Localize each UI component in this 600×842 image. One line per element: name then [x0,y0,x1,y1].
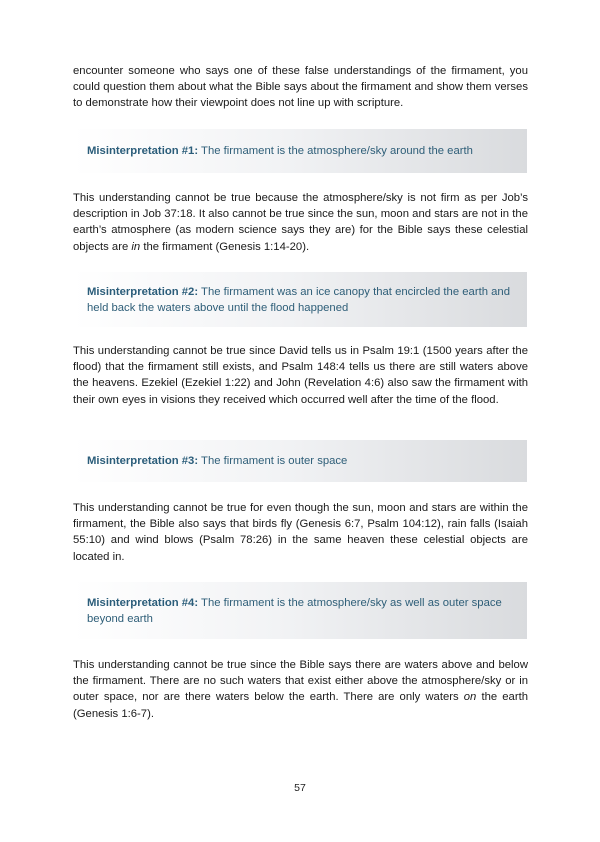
misinterpretation-4-statement: The firmament is the atmosphere/sky as well as outer space beyond earth [87,596,502,625]
misinterpretation-1-label: Misinterpretation #1: [87,145,199,157]
section-2-text-a: This understanding cannot be true since David tells us in Psalm 19:1 (1500 years after the flood) that the firmament still exists, and Psalm 148:4 tells us there are still waters above the heavens. Ezekiel (Ezekiel 1:22) and John (Revelation 4:6) also saw the firmament with their own eyes in visions they received which occurred well after the time of the flood. [73,345,528,406]
page-number: 57 [294,782,306,794]
misinterpretation-4-text [87,595,513,627]
section-3-paragraph [73,500,528,565]
section-4-paragraph [73,657,528,722]
section-1-emphasis: in [131,240,141,253]
misinterpretation-4-box [73,582,527,639]
section-1-paragraph [73,190,528,255]
misinterpretation-1-box [73,129,527,173]
section-2-paragraph [73,343,528,408]
misinterpretation-3-label: Misinterpretation #3: [87,455,199,467]
section-1-text-b: the firmament (Genesis 1:14-20). [140,240,310,253]
misinterpretation-2-box [73,272,527,327]
misinterpretation-2-statement: The firmament was an ice canopy that encircled the earth and held back the waters above until the flood happened [87,285,510,314]
misinterpretation-2-label: Misinterpretation #2: [87,285,199,298]
section-4-text-b: the earth (Genesis 1:6-7). [73,691,528,720]
misinterpretation-1-statement: The firmament is the atmosphere/sky around the earth [201,145,473,157]
intro-paragraph: encounter someone who says one of these false understandings of the firmament, you could question them about what the Bible says about the firmament and show them verses to demonstrate how their viewpoint does not line up with scripture. [73,65,528,110]
misinterpretation-3-text [87,453,347,469]
section-4-emphasis: on [463,691,477,704]
section-1-text-a: This understanding cannot be true because the atmosphere/sky is not firm as per Job’s description in Job 37:18. It also cannot be true since the sun, moon and stars are not in the earth’s atmosphere (as modern science says they are) for the Bible says these celestial objects are [73,192,528,253]
section-3-text-a: This understanding cannot be true for even though the sun, moon and stars are within the firmament, the Bible also says that birds fly (Genesis 6:7, Psalm 104:12), rain falls (Isaiah 55:10) and wind blows (Psalm 78:26) in the same heaven these celestial objects are located in. [73,502,528,563]
misinterpretation-3-statement: The firmament is outer space [201,455,348,467]
misinterpretation-2-text [87,284,513,316]
misinterpretation-3-box [73,440,527,482]
section-4-text-a: This understanding cannot be true since the Bible says there are waters above and below the firmament. There are no such waters that exist either above the atmosphere/sky or in outer space, nor are there waters below the earth. There are only waters [73,659,528,704]
misinterpretation-4-label: Misinterpretation #4: [87,596,199,609]
misinterpretation-1-text [87,143,473,159]
